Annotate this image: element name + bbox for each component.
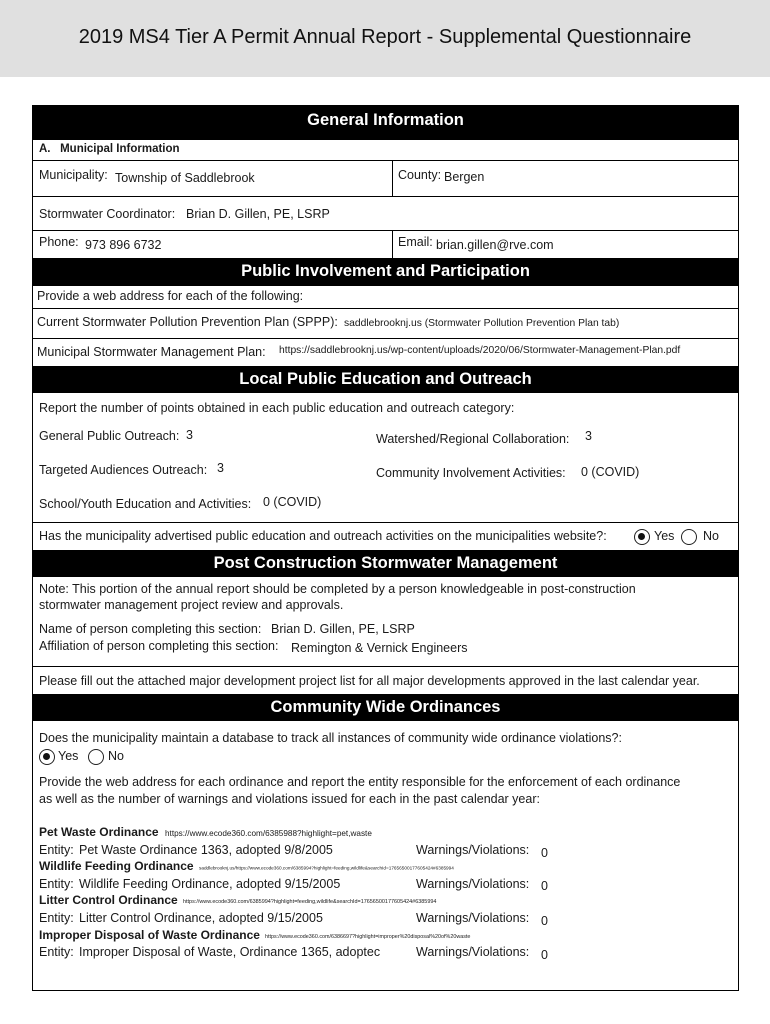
website-advertised-row [33, 522, 738, 550]
email-field[interactable]: brian.gillen@rve.com [436, 238, 554, 252]
ordinance-name: Pet Waste Ordinance [39, 825, 159, 839]
development-list-instruction: Please fill out the attached major development project list for all major developments approved in the last calendar year. [39, 674, 700, 688]
completer-name-field[interactable]: Brian D. Gillen, PE, LSRP [271, 622, 415, 636]
community-involvement-field[interactable]: 0 (COVID) [581, 465, 640, 479]
county-label: County: [398, 168, 442, 182]
ordinances-block [33, 720, 738, 990]
entity-field[interactable]: Litter Control Ordinance, adopted 9/15/2005 [79, 911, 323, 925]
sppp-row [33, 308, 738, 338]
coordinator-field[interactable]: Brian D. Gillen, PE, LSRP [186, 207, 330, 221]
contact-row [33, 230, 738, 258]
entity-label: Entity: [39, 843, 74, 857]
cell-divider [392, 161, 393, 196]
ordinance-instruction-line-1: Provide the web address for each ordinance and report the entity responsible for the enforcement of each ordinance [39, 775, 681, 789]
warnings-label: Warnings/Violations: [416, 877, 530, 891]
database-question: Does the municipality maintain a database to track all instances of community wide ordinance violations?: [39, 731, 622, 745]
ordinance-url-field[interactable]: saddlebrooknj.us/https://www.ecode360.com/6385994?highlight=feeding,wildlife&searchId=17656500177605424#6385994 [199, 864, 454, 871]
education-points-block [33, 392, 738, 522]
phone-field[interactable]: 973 896 6732 [85, 238, 162, 252]
targeted-audiences-field[interactable]: 3 [217, 461, 224, 475]
msmp-field[interactable]: https://saddlebrooknj.us/wp-content/uploads/2020/06/Stormwater-Management-Plan.pdf [279, 345, 681, 356]
municipal-info-heading: A. Municipal Information [39, 143, 180, 155]
school-youth-label: School/Youth Education and Activities: [39, 497, 252, 511]
affiliation-field[interactable]: Remington & Vernick Engineers [291, 641, 468, 655]
website-yes-label: Yes [654, 529, 675, 543]
coordinator-label: Stormwater Coordinator: [39, 207, 176, 221]
ordinance-name: Improper Disposal of Waste Ordinance [39, 928, 260, 942]
municipality-row [33, 160, 738, 196]
database-yes-radio[interactable] [39, 749, 55, 765]
points-prompt: Report the number of points obtained in each public education and outreach category: [39, 401, 515, 415]
website-advertised-question: Has the municipality advertised public education and outreach activities on the municipalities website?: [39, 529, 607, 543]
watershed-collaboration-label: Watershed/Regional Collaboration: [376, 432, 570, 446]
cell-divider [392, 231, 393, 258]
msmp-row [33, 338, 738, 366]
entity-field[interactable]: Improper Disposal of Waste, Ordinance 1365, adoptec [79, 945, 381, 959]
website-no-label: No [703, 529, 719, 543]
sppp-field[interactable]: saddlebrooknj.us (Stormwater Pollution Prevention Plan tab) [344, 318, 620, 329]
note-line-2: stormwater management project review and approvals. [39, 598, 344, 612]
section-header-public-involvement: Public Involvement and Participation [33, 258, 738, 285]
email-label: Email: [398, 235, 433, 249]
questionnaire-form [32, 105, 739, 991]
entity-field[interactable]: Pet Waste Ordinance 1363, adopted 9/8/2005 [79, 843, 333, 857]
msmp-label: Municipal Stormwater Management Plan: [37, 345, 266, 359]
entity-label: Entity: [39, 877, 74, 891]
database-no-radio[interactable] [88, 749, 104, 765]
warnings-field[interactable]: 0 [541, 914, 548, 928]
post-construction-block [33, 576, 738, 666]
web-address-prompt: Provide a web address for each of the following: [37, 289, 304, 303]
ordinance-name: Wildlife Feeding Ordinance [39, 859, 194, 873]
section-header-post-construction: Post Construction Stormwater Management [33, 550, 738, 576]
county-field[interactable]: Bergen [444, 170, 485, 184]
ordinance-instruction-line-2: as well as the number of warnings and violations issued for each in the past calendar year: [39, 792, 540, 806]
section-header-education: Local Public Education and Outreach [33, 366, 738, 392]
ordinance-url-field[interactable]: https://www.ecode360.com/6385988?highlight=pet,waste [165, 829, 372, 838]
general-outreach-field[interactable]: 3 [186, 428, 193, 442]
sppp-label: Current Stormwater Pollution Prevention Plan (SPPP): [37, 315, 338, 329]
general-outreach-label: General Public Outreach: [39, 429, 180, 443]
entity-field[interactable]: Wildlife Feeding Ordinance, adopted 9/15/2005 [79, 877, 341, 891]
phone-label: Phone: [39, 235, 79, 249]
warnings-label: Warnings/Violations: [416, 911, 530, 925]
ordinance-name: Litter Control Ordinance [39, 893, 178, 907]
database-yes-label: Yes [58, 749, 79, 763]
database-no-label: No [108, 749, 124, 763]
ordinance-url-field[interactable]: https://www.ecode360.com/6386697?highlight=improper%20disposal%20of%20waste [265, 933, 471, 940]
warnings-field[interactable]: 0 [541, 879, 548, 893]
warnings-field[interactable]: 0 [541, 948, 548, 962]
municipality-field[interactable]: Township of Saddlebrook [115, 171, 255, 185]
website-yes-radio[interactable] [634, 529, 650, 545]
entity-label: Entity: [39, 911, 74, 925]
watershed-collaboration-field[interactable]: 3 [585, 429, 592, 443]
warnings-label: Warnings/Violations: [416, 945, 530, 959]
warnings-field[interactable]: 0 [541, 846, 548, 860]
website-no-radio[interactable] [681, 529, 697, 545]
section-header-ordinances: Community Wide Ordinances [33, 694, 738, 720]
warnings-label: Warnings/Violations: [416, 843, 530, 857]
ordinance-url-field[interactable]: https://www.ecode360.com/6385994?highlight=feeding,wildlife&searchId=17656500177605424#6385994 [183, 898, 437, 905]
targeted-audiences-label: Targeted Audiences Outreach: [39, 463, 208, 477]
entity-label: Entity: [39, 945, 74, 959]
affiliation-label: Affiliation of person completing this section: [39, 639, 279, 653]
page-title: 2019 MS4 Tier A Permit Annual Report - Supplemental Questionnaire [78, 26, 692, 48]
coordinator-row [33, 196, 738, 230]
development-list-row [33, 666, 738, 694]
section-header-general: General Information [33, 106, 738, 139]
web-address-prompt-row [33, 285, 738, 308]
municipal-info-row [33, 139, 738, 160]
note-line-1: Note: This portion of the annual report should be completed by a person knowledgeable in post-construction [39, 582, 636, 596]
school-youth-field[interactable]: 0 (COVID) [263, 495, 322, 509]
community-involvement-label: Community Involvement Activities: [376, 466, 566, 480]
municipality-label: Municipality: [39, 168, 108, 182]
completer-name-label: Name of person completing this section: [39, 622, 262, 636]
